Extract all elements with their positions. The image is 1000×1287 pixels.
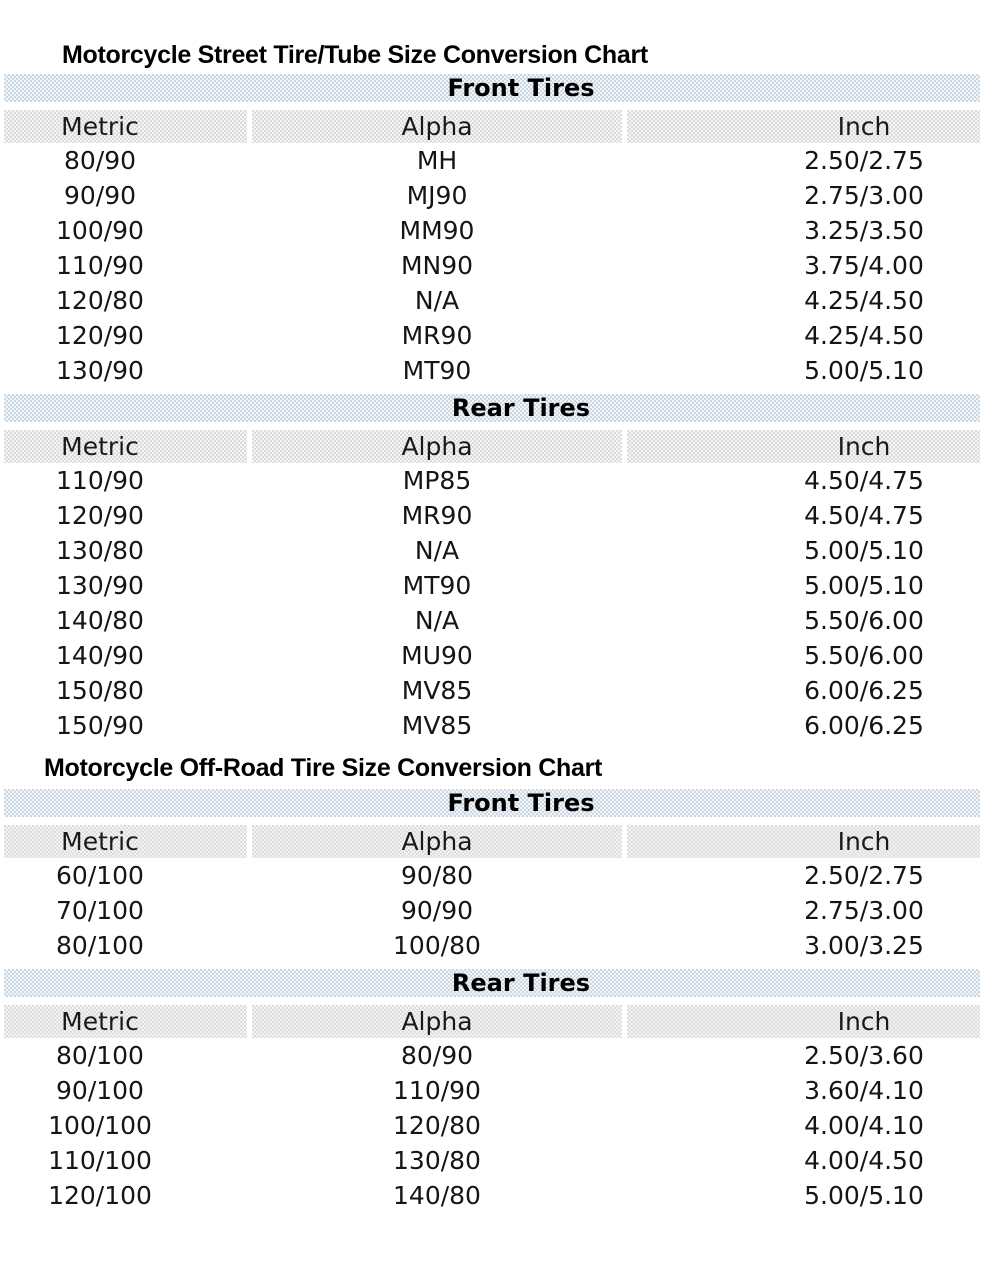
alpha-value: MH: [416, 146, 458, 175]
alpha-value: 100/80: [393, 931, 481, 960]
table-row: [4, 533, 980, 568]
metric-value: 140/90: [56, 641, 144, 670]
metric-value: 90/100: [56, 1076, 144, 1105]
inch-value: 4.25/4.50: [804, 321, 924, 350]
alpha-value: MN90: [400, 251, 474, 280]
table-row: [4, 568, 980, 603]
metric-value: 110/90: [56, 251, 144, 280]
table-body: [4, 858, 980, 963]
section-header-label: Rear Tires: [451, 394, 591, 422]
table-row: [4, 318, 980, 353]
section-header-label: Front Tires: [447, 789, 595, 817]
table-row: [4, 463, 980, 498]
section-header-band: [4, 394, 980, 422]
column-header-metric: Metric: [4, 825, 247, 858]
alpha-value: 140/80: [393, 1181, 481, 1210]
inch-value: 4.00/4.50: [804, 1146, 924, 1175]
inch-value: 2.50/2.75: [804, 861, 924, 890]
tire-table: [4, 394, 980, 743]
alpha-value: N/A: [414, 606, 460, 635]
document-page: [0, 40, 1000, 1213]
metric-value: 60/100: [56, 861, 144, 890]
column-header-row: [4, 1005, 980, 1038]
column-header-alpha: Alpha: [252, 110, 622, 143]
alpha-value: 110/90: [393, 1076, 481, 1105]
column-header-alpha: Alpha: [252, 430, 622, 463]
table-row: [4, 213, 980, 248]
inch-value: 4.25/4.50: [804, 286, 924, 315]
column-header-metric: Metric: [4, 110, 247, 143]
metric-value: 120/90: [56, 501, 144, 530]
metric-value: 130/90: [56, 356, 144, 385]
table-row: [4, 858, 980, 893]
metric-value: 90/90: [63, 181, 137, 210]
table-row: [4, 603, 980, 638]
alpha-value: MV85: [401, 676, 473, 705]
inch-value: 4.50/4.75: [804, 466, 924, 495]
column-header-alpha: Alpha: [252, 1005, 622, 1038]
inch-value: 5.00/5.10: [804, 571, 924, 600]
inch-value: 3.00/3.25: [804, 931, 924, 960]
inch-value: 5.50/6.00: [804, 606, 924, 635]
inch-value: 5.00/5.10: [804, 536, 924, 565]
metric-value: 140/80: [56, 606, 144, 635]
section-header-label: Front Tires: [447, 74, 595, 102]
table-row: [4, 283, 980, 318]
alpha-value: 90/90: [400, 896, 474, 925]
table-row: [4, 1108, 980, 1143]
alpha-value: MJ90: [406, 181, 468, 210]
section-header-label: Rear Tires: [451, 969, 591, 997]
table-row: [4, 1038, 980, 1073]
alpha-value: MR90: [401, 321, 473, 350]
metric-value: 80/100: [56, 931, 144, 960]
table-body: [4, 1038, 980, 1213]
conversion-chart: [0, 40, 1000, 743]
inch-value: 3.75/4.00: [804, 251, 924, 280]
table-row: [4, 353, 980, 388]
inch-value: 2.50/3.60: [804, 1041, 924, 1070]
table-row: [4, 638, 980, 673]
inch-value: 6.00/6.25: [804, 676, 924, 705]
chart-tables: [0, 789, 1000, 1213]
table-row: [4, 708, 980, 743]
chart-title: Motorcycle Off-Road Tire Size Conversion Chart: [44, 754, 603, 782]
table-row: [4, 143, 980, 178]
metric-value: 100/90: [56, 216, 144, 245]
metric-value: 150/90: [56, 711, 144, 740]
table-row: [4, 498, 980, 533]
alpha-value: 90/80: [400, 861, 474, 890]
column-header-inch: Inch: [627, 825, 980, 858]
inch-value: 3.60/4.10: [804, 1076, 924, 1105]
metric-value: 110/90: [56, 466, 144, 495]
inch-value: 5.00/5.10: [804, 1181, 924, 1210]
alpha-value: MT90: [402, 356, 472, 385]
table-body: [4, 143, 980, 388]
metric-value: 120/80: [56, 286, 144, 315]
column-header-row: [4, 430, 980, 463]
alpha-value: MT90: [402, 571, 472, 600]
metric-value: 80/100: [56, 1041, 144, 1070]
metric-value: 110/100: [48, 1146, 152, 1175]
table-row: [4, 1073, 980, 1108]
metric-value: 70/100: [56, 896, 144, 925]
table-row: [4, 1178, 980, 1213]
conversion-chart: [0, 753, 1000, 1213]
metric-value: 130/80: [56, 536, 144, 565]
metric-value: 150/80: [56, 676, 144, 705]
section-header-band: [4, 789, 980, 817]
metric-value: 130/90: [56, 571, 144, 600]
inch-value: 6.00/6.25: [804, 711, 924, 740]
column-header-inch: Inch: [627, 1005, 980, 1038]
inch-value: 4.00/4.10: [804, 1111, 924, 1140]
inch-value: 3.25/3.50: [804, 216, 924, 245]
tire-table: [4, 969, 980, 1213]
inch-value: 5.00/5.10: [804, 356, 924, 385]
alpha-value: N/A: [414, 536, 460, 565]
chart-tables: [0, 74, 1000, 743]
metric-value: 120/90: [56, 321, 144, 350]
table-row: [4, 893, 980, 928]
column-header-metric: Metric: [4, 1005, 247, 1038]
alpha-value: MP85: [402, 466, 472, 495]
alpha-value: MM90: [399, 216, 475, 245]
table-row: [4, 248, 980, 283]
table-body: [4, 463, 980, 743]
inch-value: 5.50/6.00: [804, 641, 924, 670]
chart-title: Motorcycle Street Tire/Tube Size Conversion Chart: [62, 41, 648, 69]
alpha-value: MU90: [401, 641, 473, 670]
alpha-value: N/A: [414, 286, 460, 315]
table-row: [4, 178, 980, 213]
table-row: [4, 928, 980, 963]
alpha-value: MR90: [401, 501, 473, 530]
column-header-row: [4, 110, 980, 143]
metric-value: 80/90: [63, 146, 137, 175]
column-header-alpha: Alpha: [252, 825, 622, 858]
table-row: [4, 1143, 980, 1178]
inch-value: 4.50/4.75: [804, 501, 924, 530]
metric-value: 120/100: [48, 1181, 152, 1210]
metric-value: 100/100: [48, 1111, 152, 1140]
alpha-value: 120/80: [393, 1111, 481, 1140]
inch-value: 2.50/2.75: [804, 146, 924, 175]
table-row: [4, 673, 980, 708]
tire-table: [4, 74, 980, 388]
section-header-band: [4, 74, 980, 102]
tire-table: [4, 789, 980, 963]
column-header-row: [4, 825, 980, 858]
inch-value: 2.75/3.00: [804, 181, 924, 210]
alpha-value: 130/80: [393, 1146, 481, 1175]
alpha-value: 80/90: [400, 1041, 474, 1070]
column-header-metric: Metric: [4, 430, 247, 463]
section-header-band: [4, 969, 980, 997]
inch-value: 2.75/3.00: [804, 896, 924, 925]
alpha-value: MV85: [401, 711, 473, 740]
column-header-inch: Inch: [627, 430, 980, 463]
column-header-inch: Inch: [627, 110, 980, 143]
